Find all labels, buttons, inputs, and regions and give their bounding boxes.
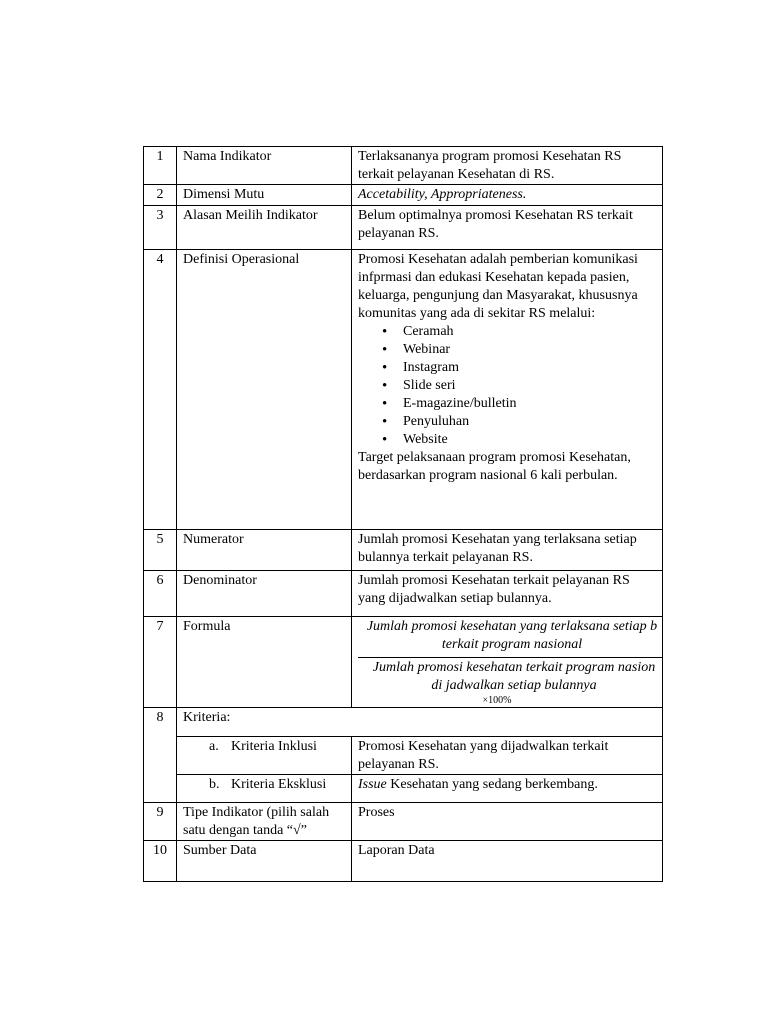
list-letter: b. bbox=[209, 777, 220, 792]
definition-target: Target pelaksanaan program promosi Kesehatan, berdasarkan program nasional 6 kali perbulan. bbox=[358, 450, 631, 483]
list-item: • Webinar bbox=[403, 341, 656, 359]
criteria-label: Kriteria Inklusi bbox=[231, 739, 317, 754]
row-value: Terlaksananya program promosi Kesehatan RS terkait pelayanan Kesehatan di RS. bbox=[352, 147, 663, 185]
row-value: Jumlah promosi Kesehatan yang terlaksana setiap bulannya terkait pelayanan RS. bbox=[352, 530, 663, 571]
row-label: Kriteria: bbox=[177, 708, 663, 737]
list-item: • Website bbox=[403, 431, 656, 449]
row-value: Laporan Data bbox=[352, 841, 663, 882]
row-number: 10 bbox=[144, 841, 177, 882]
row-value: Accetability, Appropriateness. bbox=[352, 185, 663, 206]
row-value: Belum optimalnya promosi Kesehatan RS terkait pelayanan RS. bbox=[352, 206, 663, 250]
table-row bbox=[144, 206, 663, 250]
row-value: Proses bbox=[352, 803, 663, 841]
row-label: Sumber Data bbox=[177, 841, 352, 882]
list-item: • Ceramah bbox=[403, 323, 656, 341]
row-number: 2 bbox=[144, 185, 177, 206]
table-row bbox=[144, 617, 663, 708]
row-label: Denominator bbox=[177, 571, 352, 617]
criteria-label: Kriteria Eksklusi bbox=[231, 777, 327, 792]
formula-fraction bbox=[352, 617, 662, 695]
table-row bbox=[144, 185, 663, 206]
row-label: Numerator bbox=[177, 530, 352, 571]
exclusion-text: Kesehatan yang sedang berkembang. bbox=[386, 777, 598, 792]
row-value: Jumlah promosi Kesehatan terkait pelayanan RS yang dijadwalkan setiap bulannya. bbox=[352, 571, 663, 617]
row-label: Dimensi Mutu bbox=[177, 185, 352, 206]
formula-cell bbox=[352, 617, 663, 708]
row-number: 9 bbox=[144, 803, 177, 841]
row-label: Definisi Operasional bbox=[177, 250, 352, 530]
list-item: • E-magazine/bulletin bbox=[403, 395, 656, 413]
table-row bbox=[144, 147, 663, 185]
numerator-line: terkait program nasional bbox=[441, 637, 583, 652]
table-row bbox=[144, 571, 663, 617]
issue-italic: Issue bbox=[358, 777, 387, 792]
table-row bbox=[144, 803, 663, 841]
indicator-document bbox=[143, 146, 662, 882]
list-item: • Penyuluhan bbox=[403, 413, 656, 431]
row-label: Alasan Meilih Indikator bbox=[177, 206, 352, 250]
row-number: 6 bbox=[144, 571, 177, 617]
criteria-inclusion-value: Promosi Kesehatan yang dijadwalkan terkait pelayanan RS. bbox=[352, 737, 663, 775]
channel-list bbox=[358, 323, 656, 449]
row-label: Formula bbox=[177, 617, 352, 708]
row-number: 7 bbox=[144, 617, 177, 708]
denominator-line: di jadwalkan setiap bulannya bbox=[431, 678, 597, 693]
table-row bbox=[144, 737, 663, 775]
denominator-line: Jumlah promosi kesehatan terkait program nasion bbox=[372, 660, 656, 675]
row-number: 5 bbox=[144, 530, 177, 571]
definition-intro: Promosi Kesehatan adalah pemberian komunikasi infprmasi dan edukasi Kesehatan kepada pasien, keluarga, pengunjung dan Masyarakat, khususnya komunitas yang ada di sekitar RS melalui: bbox=[358, 252, 638, 321]
row-number: 8 bbox=[144, 708, 177, 803]
criteria-exclusion-value bbox=[352, 775, 663, 803]
table-row bbox=[144, 708, 663, 737]
indicator-table bbox=[143, 146, 663, 882]
table-row bbox=[144, 250, 663, 530]
row-number: 1 bbox=[144, 147, 177, 185]
row-label: Tipe Indikator (pilih salah satu dengan tanda “√” bbox=[177, 803, 352, 841]
list-item: • Slide seri bbox=[403, 377, 656, 395]
numerator-line: Jumlah promosi kesehatan yang terlaksana setiap b bbox=[366, 619, 658, 634]
formula-multiplier: ×100% bbox=[482, 695, 512, 706]
table-row bbox=[144, 530, 663, 571]
formula-numerator bbox=[352, 617, 662, 656]
row-label: Nama Indikator bbox=[177, 147, 352, 185]
table-row bbox=[144, 841, 663, 882]
formula-denominator bbox=[352, 658, 662, 695]
row-number: 4 bbox=[144, 250, 177, 530]
criteria-inclusion-label bbox=[177, 737, 352, 775]
row-number: 3 bbox=[144, 206, 177, 250]
table-row bbox=[144, 775, 663, 803]
list-item: • Instagram bbox=[403, 359, 656, 377]
list-letter: a. bbox=[209, 739, 219, 754]
row-value bbox=[352, 250, 663, 530]
criteria-exclusion-label bbox=[177, 775, 352, 803]
